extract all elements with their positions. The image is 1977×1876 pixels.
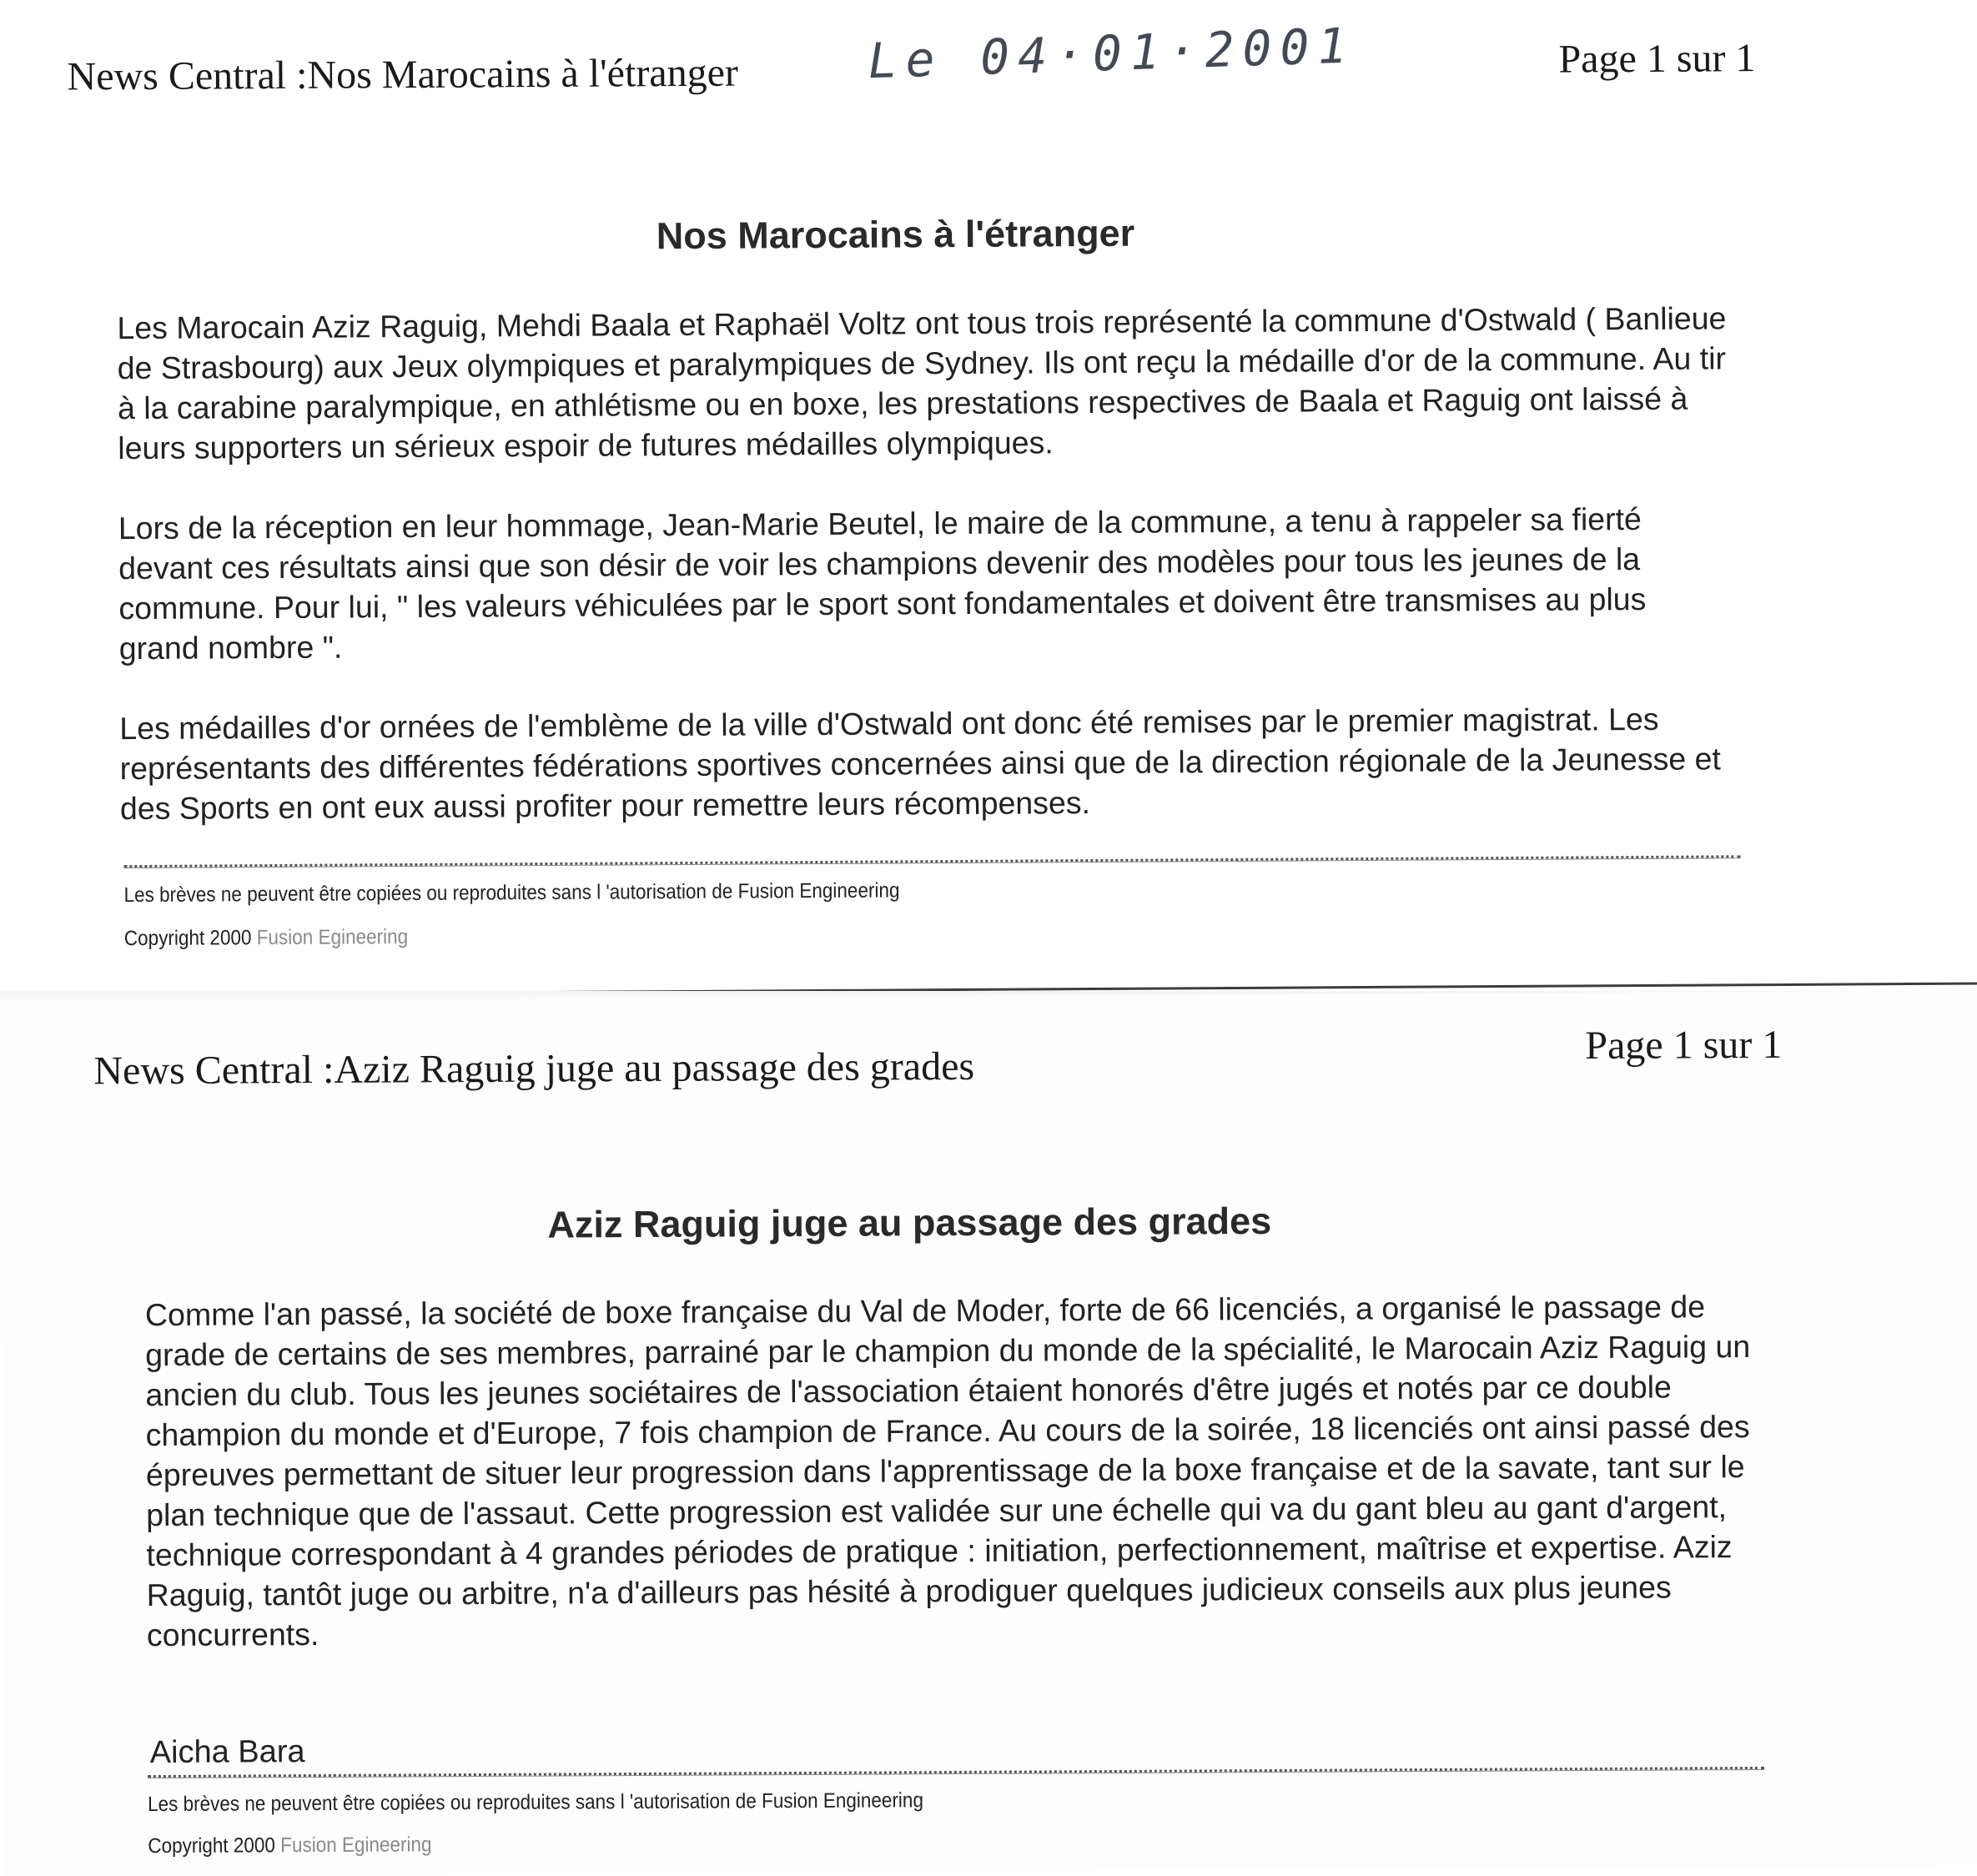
- article-title: Aziz Raguig juge au passage des grades: [547, 1200, 1272, 1246]
- handwritten-date: Le 04·01·2001: [867, 17, 1356, 90]
- footer-divider: [148, 1767, 1764, 1778]
- footer-notice: Les brèves ne peuvent être copiées ou reproduites sans l 'autorisation de Fusion Engineering: [123, 878, 900, 908]
- paragraph: Lors de la réception en leur hommage, Jean-Marie Beutel, le maire de la commune, a tenu à rappeler sa fierté devant ces résultats ainsi que son désir de voir les champions devenir des modèles pour tous les jeunes de la commune. Pour lui, " les valeurs véhiculées par le sport sont fondamentales et doivent être transmises au plus grand nombre ".: [118, 500, 1647, 666]
- copyright-brand: Fusion Egineering: [280, 1833, 432, 1858]
- paragraph: Comme l'an passé, la société de boxe française du Val de Moder, forte de 66 licenciés, a organisé le passage de grade de certains de ses membres, parrainé par le champion du monde de la spécialité, le Marocain Aziz Raguig un ancien du club. Tous les jeunes sociétaires de l'association étaient honorés d'être jugés et notés par ce double champion du monde et d'Europe, 7 fois champion de France. Au cours de la soirée, 18 licenciés ont ainsi passé des épreuves permettant de situer leur progression dans l'apprentissage de la boxe française et de la savate, tant sur le plan technique que de l'assaut. Cette progression est validée sur une échelle qui va du gant bleu au gant d'argent, technique correspondant à 4 grandes périodes de pratique : initiation, perfectionnement, maîtrise et expertise. Aziz Raguig, tantôt juge ou arbitre, n'a d'ailleurs pas hésité à prodiguer quelques judicieux conseils aux plus jeunes concurrents.: [144, 1289, 1751, 1653]
- header-title: News Central :Aziz Raguig juge au passage des grades: [93, 1044, 975, 1094]
- copyright-brand: Fusion Egineering: [256, 925, 409, 950]
- clipping-bottom: [0, 991, 1977, 1876]
- author-signature: Aicha Bara: [149, 1734, 305, 1771]
- header-title: News Central :Nos Marocains à l'étranger: [67, 50, 739, 99]
- header-page-number: Page 1 sur 1: [1585, 1022, 1783, 1069]
- copyright-prefix: Copyright 2000: [123, 926, 252, 951]
- copyright-prefix: Copyright 2000: [148, 1833, 275, 1858]
- footer-divider: [123, 855, 1740, 868]
- article-body: [117, 298, 1730, 828]
- header-page-number: Page 1 sur 1: [1558, 36, 1756, 82]
- footer-copyright: [148, 1833, 431, 1858]
- article-title: Nos Marocains à l'étranger: [656, 211, 1135, 258]
- footer-notice: Les brèves ne peuvent être copiées ou reproduites sans l 'autorisation de Fusion Engineering: [147, 1788, 923, 1817]
- article-body: [145, 1286, 1765, 1655]
- footer-copyright: [124, 925, 408, 951]
- paragraph: Les Marocain Aziz Raguig, Mehdi Baala et Raphaël Voltz ont tous trois représenté la commune d'Ostwald ( Banlieue de Strasbourg) aux Jeux olympiques et paralympiques de Sydney. Ils ont reçu la médaille d'or de la commune. Au tir à la carabine paralympique, en athlétisme ou en boxe, les prestations respectives de Baala et Raguig ont laissé à leurs supporters un sérieux espoir de futures médailles olympiques.: [117, 300, 1727, 466]
- paragraph: Les médailles d'or ornées de l'emblème de la ville d'Ostwald ont donc été remises par le premier magistrat. Les représentants des différentes fédérations sportives concernées ainsi que de la direction régionale de la Jeunesse et des Sports en ont eux aussi profiter pour remettre leurs récompenses.: [119, 701, 1721, 827]
